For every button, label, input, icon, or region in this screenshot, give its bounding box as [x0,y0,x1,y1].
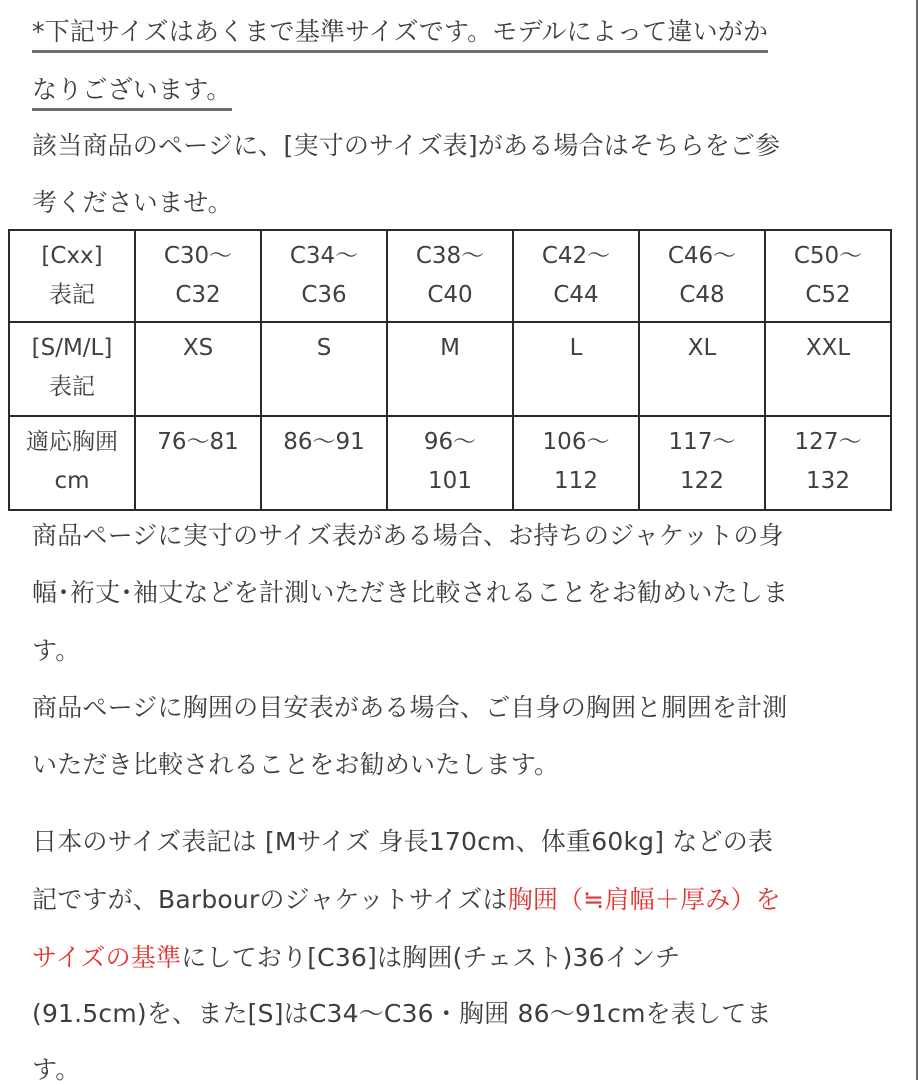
japan-size-line-3 [32,942,680,974]
table-row-chest [9,416,891,510]
table-cell: 117〜 122 [639,416,765,510]
reference-note-line-1: 該当商品のページに、[実寸のサイズ表]がある場合はそちらをご参 [32,131,781,160]
table-cell: 106〜 112 [513,416,639,510]
chest-advice-line-1: 商品ページに胸囲の目安表がある場合、ご自身の胸囲と胴囲を計測 [32,693,788,722]
table-cell: C46〜 C48 [639,230,765,322]
table-cell: XS [135,322,261,416]
table-cell: C34〜 C36 [261,230,387,322]
underlined-note: なりございます。 [32,75,232,111]
table-cell: L [513,322,639,416]
japan-size-line-5: す。 [32,1055,81,1084]
measure-advice-line-2: 幅･裄丈･袖丈などを計測いただき比較されることをお勧めいたしま [32,578,789,607]
emphasis-text: 胸囲（≒肩幅＋厚み）を [507,885,781,914]
table-cell: XL [639,322,765,416]
table-cell: 86〜91 [261,416,387,510]
row-header: [S/M/L] 表記 [9,322,135,416]
table-row-cxx [9,230,891,322]
size-chart-table [8,229,892,511]
size-disclaimer-line-2 [32,74,232,106]
plain-text: にしており[C36]は胸囲(チェスト)36インチ [181,943,681,972]
right-edge-divider [916,0,918,1080]
table-cell: C30〜 C32 [135,230,261,322]
table-cell: 76〜81 [135,416,261,510]
table-cell: 96〜 101 [387,416,513,510]
table-row-sml [9,322,891,416]
row-header: 適応胸囲 cm [9,416,135,510]
plain-text: 記ですが、Barbourのジャケットサイズは [32,885,508,914]
emphasis-text: サイズの基準 [32,943,182,972]
table-cell: M [387,322,513,416]
chest-advice-line-2: いただき比較されることをお勧めいたします。 [32,750,560,779]
table-cell: S [261,322,387,416]
reference-note-line-2: 考くださいませ。 [32,188,233,217]
size-disclaimer-line-1 [32,16,768,48]
row-header: [Cxx] 表記 [9,230,135,322]
table-cell: C42〜 C44 [513,230,639,322]
table-cell: C38〜 C40 [387,230,513,322]
table-cell: C50〜 C52 [765,230,891,322]
japan-size-line-4: (91.5cm)を、また[S]はC34〜C36・胸囲 86〜91cmを表してま [32,999,772,1028]
japan-size-line-1: 日本のサイズ表記は [Mサイズ 身長170cm、体重60kg] などの表 [32,827,774,856]
table-cell: XXL [765,322,891,416]
measure-advice-line-1: 商品ページに実寸のサイズ表がある場合、お持ちのジャケットの身 [32,521,784,550]
underlined-note: *下記サイズはあくまで基準サイズです。モデルによって違いがか [32,17,768,53]
table-cell: 127〜 132 [765,416,891,510]
japan-size-line-2 [32,884,781,916]
measure-advice-line-3: す。 [32,636,81,665]
